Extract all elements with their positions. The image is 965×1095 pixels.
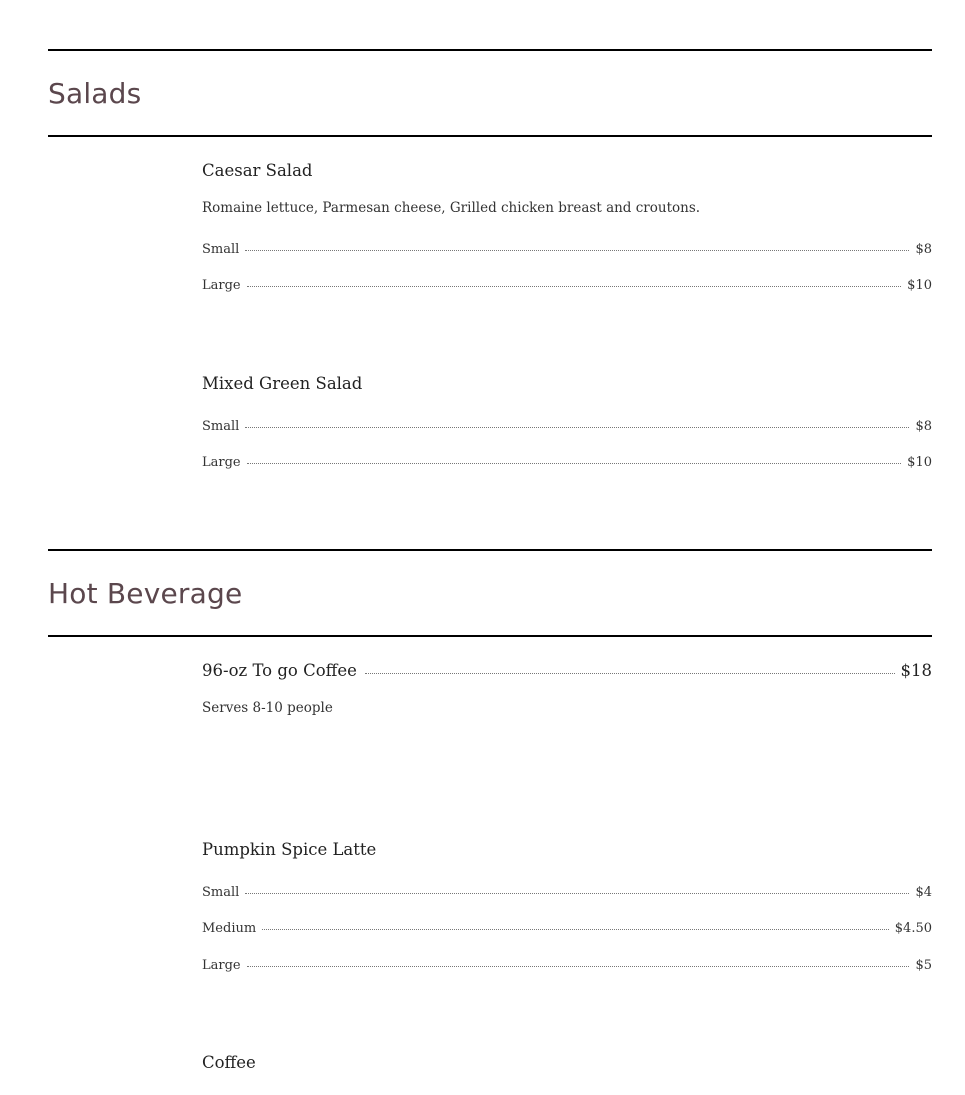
dot-leader <box>247 966 910 967</box>
section-title-hot-beverage: Hot Beverage <box>48 577 243 610</box>
price-value: $4 <box>915 885 932 900</box>
size-label: Large <box>202 278 241 293</box>
price-row-caesar-small <box>202 243 932 256</box>
item-name-caesar-salad: Caesar Salad <box>202 161 313 180</box>
price-value: $8 <box>915 419 932 434</box>
size-label: Small <box>202 242 240 257</box>
price-row-latte-large <box>202 959 932 972</box>
section-rule-bottom <box>48 635 932 637</box>
dot-leader <box>262 929 889 930</box>
dot-leader <box>245 427 909 428</box>
price-row-latte-small <box>202 886 932 899</box>
price-value: $5 <box>915 958 932 973</box>
dot-leader <box>245 250 909 251</box>
item-description-96oz-coffee: Serves 8-10 people <box>202 700 333 716</box>
size-label: Large <box>202 455 241 470</box>
size-label: Large <box>202 958 241 973</box>
section-rule-top <box>48 549 932 551</box>
dot-leader <box>365 673 895 674</box>
section-rule-top <box>48 49 932 51</box>
price-row-latte-medium <box>202 922 932 935</box>
size-label: Small <box>202 419 240 434</box>
price-row-mixed-small <box>202 420 932 433</box>
size-label: Medium <box>202 921 257 936</box>
dot-leader <box>247 286 902 287</box>
size-label: Small <box>202 885 240 900</box>
price-row-96oz-coffee <box>202 663 932 680</box>
price-row-mixed-large <box>202 456 932 469</box>
dot-leader <box>245 893 909 894</box>
dot-leader <box>247 463 902 464</box>
item-name-coffee: Coffee <box>202 1053 256 1072</box>
price-value: $4.50 <box>894 921 932 936</box>
price-value: $10 <box>907 455 932 470</box>
section-title-salads: Salads <box>48 77 142 110</box>
item-name-mixed-green-salad: Mixed Green Salad <box>202 374 363 393</box>
section-rule-bottom <box>48 135 932 137</box>
price-row-caesar-large <box>202 279 932 292</box>
item-description-caesar-salad: Romaine lettuce, Parmesan cheese, Grilled chicken breast and croutons. <box>202 200 701 216</box>
price-value: $10 <box>907 278 932 293</box>
item-name-pumpkin-spice-latte: Pumpkin Spice Latte <box>202 840 377 859</box>
price-value: $18 <box>900 661 932 680</box>
price-value: $8 <box>915 242 932 257</box>
item-name-96oz-coffee: 96-oz To go Coffee <box>202 661 357 680</box>
